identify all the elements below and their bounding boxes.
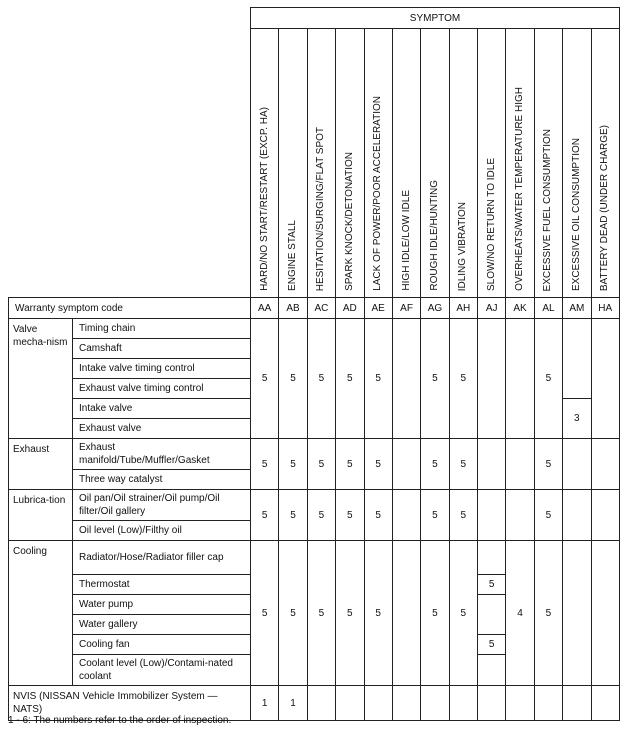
value-cell: 5 — [421, 490, 449, 541]
value-cell — [478, 439, 506, 490]
corner-blank — [9, 8, 251, 298]
code-cell: AB — [279, 298, 307, 319]
value-cell: 5 — [534, 319, 562, 439]
value-cell — [534, 686, 562, 721]
table-row — [9, 319, 620, 339]
value-cell: 5 — [421, 319, 449, 439]
item-label: Intake valve — [73, 399, 251, 419]
value-cell — [563, 541, 591, 686]
value-cell: 5 — [336, 541, 364, 686]
value-cell: 5 — [421, 541, 449, 686]
value-cell: 5 — [307, 541, 335, 686]
value-cell — [392, 439, 420, 490]
category-label: Cooling — [9, 541, 73, 686]
col-header: SPARK KNOCK/DETONATION — [336, 29, 364, 298]
value-cell: 4 — [506, 541, 534, 686]
item-label: Exhaust valve timing control — [73, 379, 251, 399]
value-cell — [392, 490, 420, 541]
item-label: Intake valve timing control — [73, 359, 251, 379]
value-cell: 5 — [364, 541, 392, 686]
code-cell: AA — [251, 298, 279, 319]
code-cell: HA — [591, 298, 620, 319]
value-cell: 5 — [534, 541, 562, 686]
value-cell — [591, 490, 620, 541]
code-cell: AG — [421, 298, 449, 319]
value-cell: 5 — [307, 319, 335, 439]
value-cell — [336, 686, 364, 721]
item-label: Water pump — [73, 595, 251, 615]
value-cell — [506, 439, 534, 490]
item-label: Coolant level (Low)/Contami-nated coolant — [73, 655, 251, 686]
value-cell: 5 — [251, 319, 279, 439]
value-cell: 5 — [534, 439, 562, 490]
col-header: OVERHEATS/WATER TEMPERATURE HIGH — [506, 29, 534, 298]
symptom-table — [8, 7, 620, 721]
value-cell: 5 — [336, 490, 364, 541]
value-cell — [392, 686, 420, 721]
col-header: HESITATION/SURGING/FLAT SPOT — [307, 29, 335, 298]
item-label: Timing chain — [73, 319, 251, 339]
value-cell: 5 — [279, 319, 307, 439]
value-cell: 5 — [449, 490, 477, 541]
value-cell: 5 — [279, 541, 307, 686]
category-label: Valve mecha-nism — [9, 319, 73, 439]
item-label: Water gallery — [73, 615, 251, 635]
value-cell — [478, 490, 506, 541]
value-cell: 5 — [251, 541, 279, 686]
value-cell: 5 — [307, 490, 335, 541]
value-cell — [364, 686, 392, 721]
value-cell: 5 — [449, 541, 477, 686]
value-cell: 5 — [307, 439, 335, 490]
value-cell — [478, 655, 506, 686]
value-cell: 1 — [279, 686, 307, 721]
col-header: ROUGH IDLE/HUNTING — [421, 29, 449, 298]
item-label: Exhaust valve — [73, 419, 251, 439]
value-cell — [591, 686, 620, 721]
code-cell: AC — [307, 298, 335, 319]
value-cell: 5 — [364, 319, 392, 439]
value-cell — [591, 541, 620, 686]
table-row — [9, 439, 620, 470]
value-cell: 1 — [251, 686, 279, 721]
col-header: LACK OF POWER/POOR ACCELERATION — [364, 29, 392, 298]
category-label: Exhaust — [9, 439, 73, 490]
value-cell: 5 — [251, 439, 279, 490]
item-label: Cooling fan — [73, 635, 251, 655]
item-label: Camshaft — [73, 339, 251, 359]
footnote: 1 - 6: The numbers refer to the order of inspection. — [8, 715, 232, 726]
col-header: ENGINE STALL — [279, 29, 307, 298]
value-cell — [591, 319, 620, 439]
value-cell: 5 — [279, 439, 307, 490]
value-cell: 5 — [478, 635, 506, 655]
value-cell — [506, 686, 534, 721]
value-cell — [591, 439, 620, 490]
col-header: EXCESSIVE OIL CONSUMPTION — [563, 29, 591, 298]
value-cell — [421, 686, 449, 721]
value-cell — [478, 686, 506, 721]
value-cell — [478, 541, 506, 575]
value-cell — [478, 319, 506, 439]
code-cell: AF — [392, 298, 420, 319]
item-label: Oil level (Low)/Filthy oil — [73, 521, 251, 541]
value-cell — [392, 319, 420, 439]
col-header: HARD/NO START/RESTART (EXCP. HA) — [251, 29, 279, 298]
warranty-code-row — [9, 298, 620, 319]
category-label: Lubrica-tion — [9, 490, 73, 541]
table-row — [9, 490, 620, 521]
value-cell — [506, 490, 534, 541]
code-cell: AK — [506, 298, 534, 319]
symptom-header: SYMPTOM — [251, 8, 620, 29]
value-cell: 5 — [251, 490, 279, 541]
value-cell — [478, 595, 506, 635]
value-cell — [563, 686, 591, 721]
code-cell: AE — [364, 298, 392, 319]
code-cell: AH — [449, 298, 477, 319]
value-cell — [563, 319, 591, 399]
value-cell: 5 — [336, 319, 364, 439]
value-cell: 5 — [336, 439, 364, 490]
item-label: Thermostat — [73, 575, 251, 595]
value-cell: 5 — [534, 490, 562, 541]
code-cell: AM — [563, 298, 591, 319]
code-cell: AL — [534, 298, 562, 319]
value-cell — [563, 439, 591, 490]
value-cell: 5 — [478, 575, 506, 595]
value-cell: 5 — [279, 490, 307, 541]
item-label: Exhaust manifold/Tube/Muffler/Gasket — [73, 439, 251, 470]
item-label: Radiator/Hose/Radiator filler cap — [73, 541, 251, 575]
value-cell: 3 — [563, 399, 591, 439]
col-header: IDLING VIBRATION — [449, 29, 477, 298]
value-cell: 5 — [364, 490, 392, 541]
value-cell — [449, 686, 477, 721]
item-label: Oil pan/Oil strainer/Oil pump/Oil filter/Oil gallery — [73, 490, 251, 521]
code-cell: AD — [336, 298, 364, 319]
category-label: NVIS (NISSAN Vehicle Immobilizer System — NATS) — [9, 686, 251, 721]
table-row — [9, 541, 620, 575]
value-cell — [506, 319, 534, 439]
value-cell: 5 — [449, 319, 477, 439]
value-cell — [392, 541, 420, 686]
value-cell: 5 — [421, 439, 449, 490]
value-cell: 5 — [364, 439, 392, 490]
item-label: Three way catalyst — [73, 470, 251, 490]
warranty-label: Warranty symptom code — [9, 298, 251, 319]
col-header: SLOW/NO RETURN TO IDLE — [478, 29, 506, 298]
value-cell — [307, 686, 335, 721]
col-header: BATTERY DEAD (UNDER CHARGE) — [591, 29, 620, 298]
value-cell — [563, 490, 591, 541]
code-cell: AJ — [478, 298, 506, 319]
col-header: EXCESSIVE FUEL CONSUMPTION — [534, 29, 562, 298]
col-header: HIGH IDLE/LOW IDLE — [392, 29, 420, 298]
value-cell: 5 — [449, 439, 477, 490]
